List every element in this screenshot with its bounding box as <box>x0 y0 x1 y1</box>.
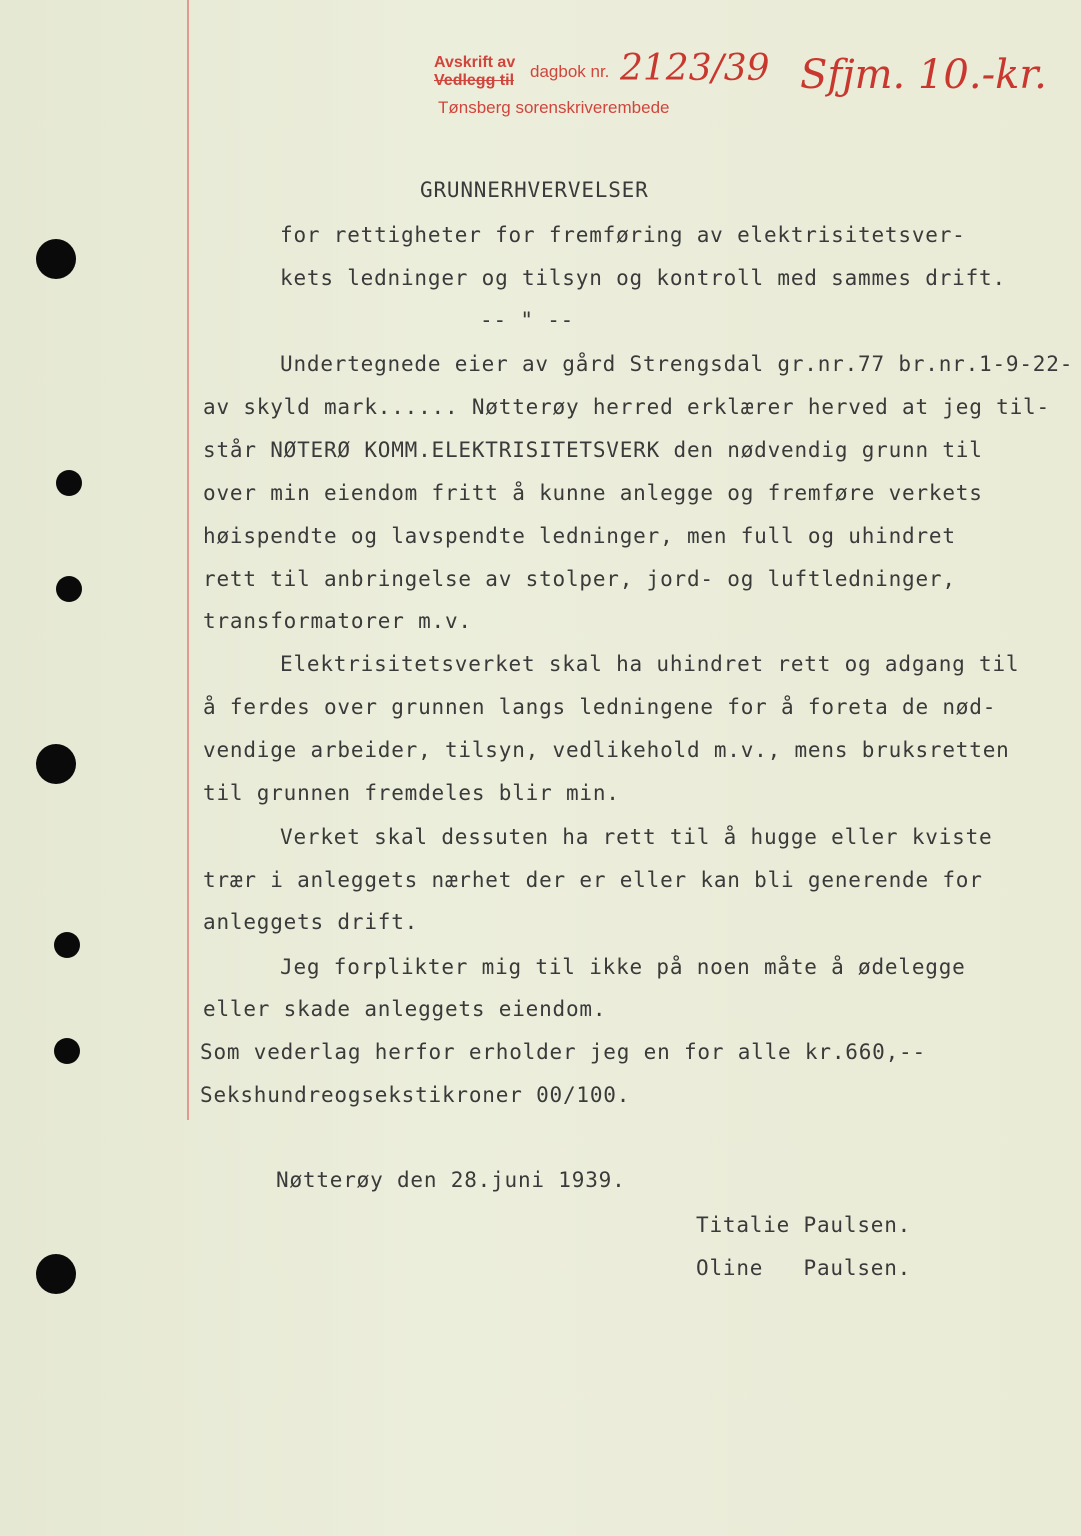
body-line: eller skade anleggets eiendom. <box>203 997 607 1021</box>
punch-hole-1 <box>36 239 76 279</box>
body-line: over min eiendom fritt å kunne anlegge og fremføre verkets <box>203 481 983 505</box>
body-line: anleggets drift. <box>203 910 419 934</box>
body-line: Undertegnede eier av gård Strengsdal gr.nr.77 br.nr.1-9-22- <box>280 352 1074 376</box>
body-line: Jeg forplikter mig til ikke på noen måte å ødelegge <box>280 955 966 979</box>
punch-hole-6 <box>54 1038 80 1064</box>
handwritten-fee-note: Sfjm. 10.-kr. <box>800 52 1047 98</box>
signature-2: Oline Paulsen. <box>696 1256 912 1280</box>
body-line: rett til anbringelse av stolper, jord- og luftledninger, <box>203 567 956 591</box>
stamp-office: Tønsberg sorenskriverembede <box>438 98 670 117</box>
body-line: Sekshundreogsekstikroner 00/100. <box>200 1083 631 1107</box>
stamp-avskrift: Avskrift av <box>434 54 516 71</box>
separator: -- " -- <box>480 308 575 332</box>
body-line: Elektrisitetsverket skal ha uhindret rett og adgang til <box>280 652 1020 676</box>
punch-hole-5 <box>54 932 80 958</box>
body-line: å ferdes over grunnen langs ledningene for å foreta de nød- <box>203 695 997 719</box>
body-line: av skyld mark...... Nøtterøy herred erklærer herved at jeg til- <box>203 395 1050 419</box>
signature-1: Titalie Paulsen. <box>696 1213 912 1237</box>
punch-hole-7 <box>36 1254 76 1294</box>
punch-hole-2 <box>56 470 82 496</box>
margin-rule <box>187 0 189 1120</box>
punch-hole-4 <box>36 744 76 784</box>
body-line: Som vederlag herfor erholder jeg en for alle kr.660,-- <box>200 1040 926 1064</box>
body-line: Verket skal dessuten ha rett til å hugge eller kviste <box>280 825 993 849</box>
body-line: til grunnen fremdeles blir min. <box>203 781 620 805</box>
body-line: trær i anleggets nærhet der er eller kan bli generende for <box>203 868 983 892</box>
body-line: vendige arbeider, tilsyn, vedlikehold m.v., mens bruksretten <box>203 738 1010 762</box>
body-line: står NØTERØ KOMM.ELEKTRISITETSVERK den nødvendig grunn til <box>203 438 983 462</box>
body-line: høispendte og lavspendte ledninger, men full og uhindret <box>203 524 956 548</box>
subtitle-line-2: kets ledninger og tilsyn og kontroll med sammes drift. <box>280 266 1006 290</box>
punch-hole-3 <box>56 576 82 602</box>
body-line: transformatorer m.v. <box>203 609 472 633</box>
document-heading: GRUNNERHVERVELSER <box>420 178 649 202</box>
handwritten-journal-number: 2123/39 <box>620 48 770 89</box>
stamp-vedlegg-struck: Vedlegg til <box>434 72 515 89</box>
place-date: Nøtterøy den 28.juni 1939. <box>276 1168 626 1192</box>
subtitle-line-1: for rettigheter for fremføring av elektrisitetsver- <box>280 223 966 247</box>
stamp-dagbok-label: dagbok nr. <box>530 62 610 81</box>
